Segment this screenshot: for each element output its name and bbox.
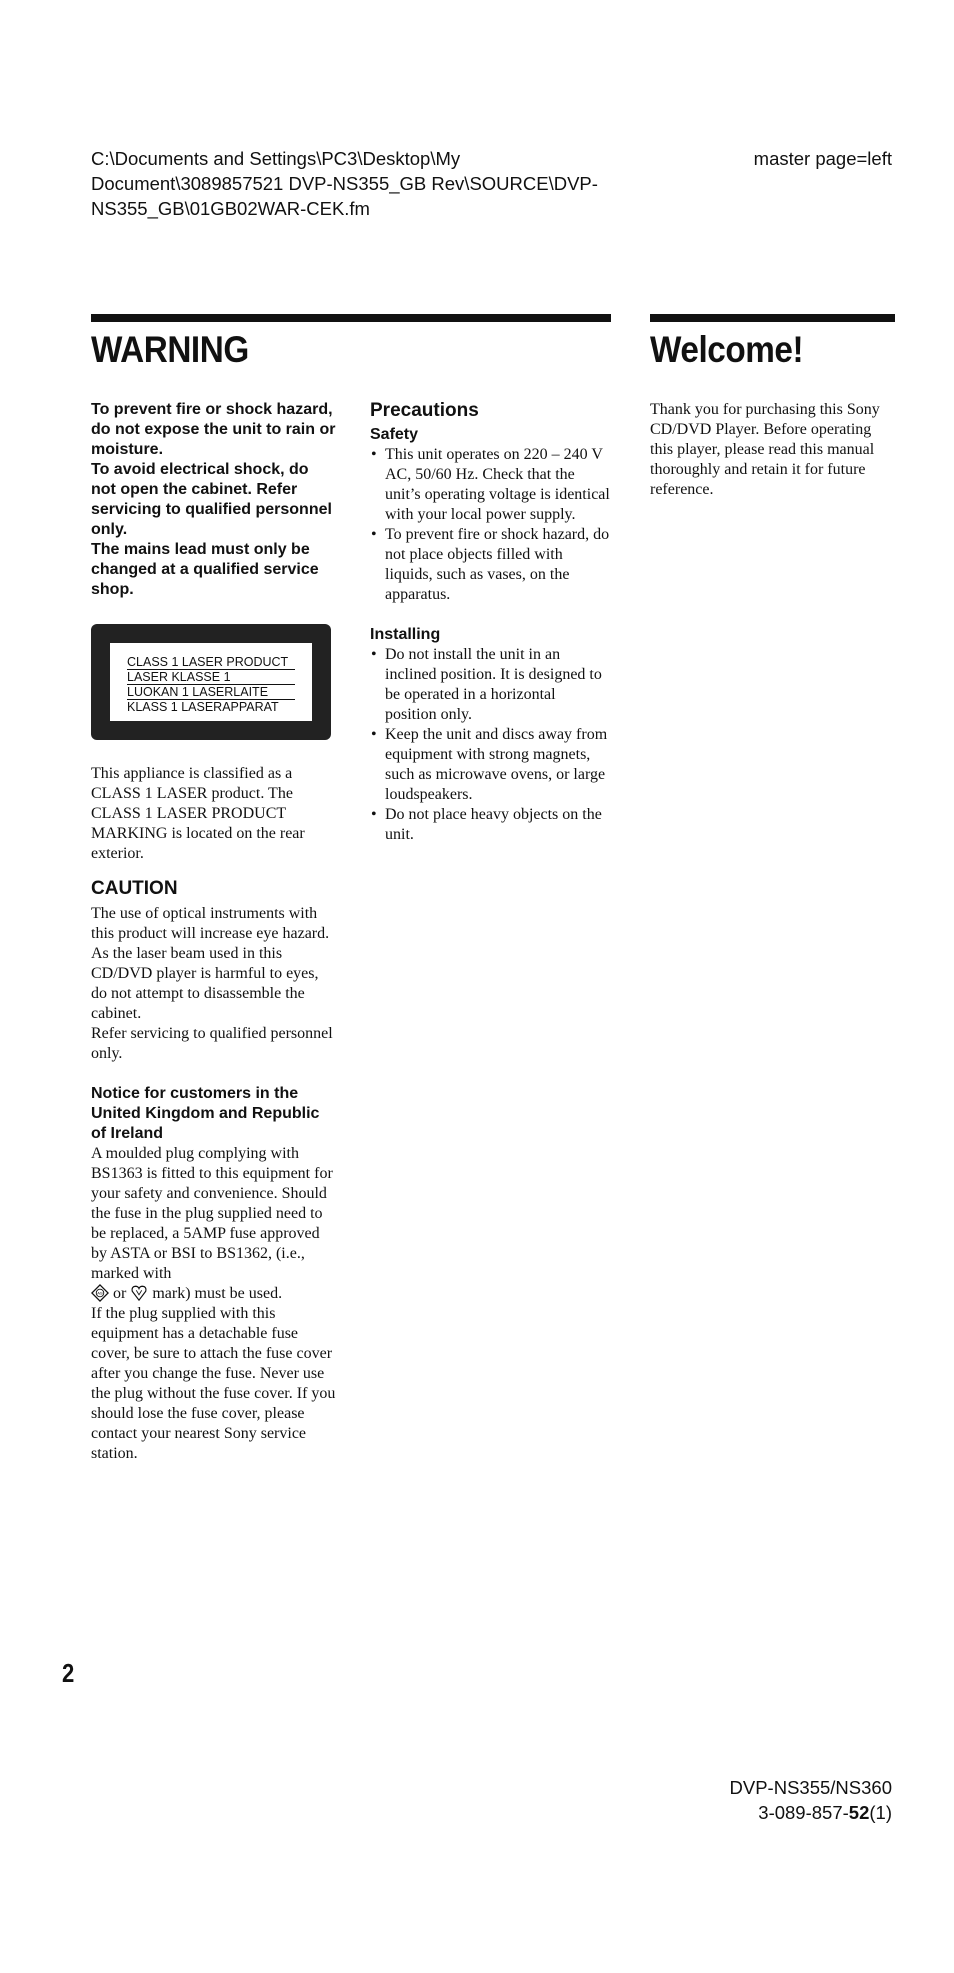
caution-refer-text: Refer servicing to qualified personnel only.	[91, 1025, 333, 1062]
laser-product-label	[91, 624, 331, 740]
bsi-kitemark-icon	[130, 1284, 148, 1302]
part-number-prefix: 3-089-857-	[758, 1802, 849, 1823]
list-item: • To prevent fire or shock hazard, do not place objects filled with liquids, such as vases, on the apparatus.	[370, 525, 610, 605]
laser-label-panel	[110, 643, 312, 721]
part-number-suffix: (1)	[869, 1802, 892, 1823]
caution-heading: CAUTION	[91, 878, 178, 899]
list-item: • This unit operates on 220 – 240 V AC, 50/60 Hz. Check that the unit’s operating voltage is identical with your local power supply.	[370, 445, 610, 525]
part-number	[730, 1800, 892, 1825]
list-item: • Do not place heavy objects on the unit.	[370, 805, 610, 845]
notice-or: or	[113, 1285, 127, 1302]
precautions-heading: Precautions	[370, 400, 479, 421]
safety-heading: Safety	[370, 426, 419, 443]
notice-text-part: If the plug supplied with this equipment has a detachable fuse cover, be sure to attach the fuse cover after you change the fuse. Never use the plug without the fuse cover. If you should lose the fuse cover, please contact your nearest Sony service station.	[91, 1305, 336, 1462]
warning-line: The mains lead must only be changed at a qualified service shop.	[91, 541, 319, 598]
warning-column	[91, 400, 336, 1464]
warning-heading: WARNING	[91, 329, 249, 370]
welcome-text: Thank you for purchasing this Sony CD/DVD Player. Before operating this player, please read this manual thoroughly and retain it for future reference.	[650, 401, 880, 498]
warning-line: To avoid electrical shock, do not open the cabinet. Refer servicing to qualified personnel only.	[91, 461, 332, 538]
master-page-label: master page=left	[753, 148, 892, 169]
laser-label-line: LUOKAN 1 LASERLAITE	[127, 685, 295, 700]
asta-mark-icon	[91, 1284, 109, 1302]
welcome-column	[650, 400, 895, 500]
welcome-rule	[650, 314, 895, 322]
notice-text	[91, 1144, 336, 1464]
part-number-bold: 52	[848, 1802, 870, 1823]
laser-label-line: CLASS 1 LASER PRODUCT	[127, 655, 295, 670]
safety-list	[370, 445, 610, 605]
warning-bold-text	[91, 400, 336, 600]
precautions-column	[370, 400, 610, 845]
laser-label-line: LASER KLASSE 1	[127, 670, 295, 685]
caution-text: The use of optical instruments with this product will increase eye hazard. As the laser beam used in this CD/DVD player is harmful to eyes, do not attempt to disassemble the cabinet.	[91, 905, 330, 1022]
installing-list	[370, 645, 610, 845]
list-item: • Do not install the unit in an inclined position. It is designed to be operated in a horizontal position only.	[370, 645, 610, 725]
laser-class-text: This appliance is classified as a CLASS 1 LASER product. The CLASS 1 LASER PRODUCT MARKING is located on the rear exterior.	[91, 765, 305, 862]
notice-heading: Notice for customers in the United Kingdom and Republic of Ireland	[91, 1085, 320, 1142]
notice-text-part: A moulded plug complying with BS1363 is fitted to this equipment for your safety and convenience. Should the fuse in the plug supplied need to be replaced, a 5AMP fuse approved by ASTA or BSI to BS1362, (i.e., marked with	[91, 1145, 333, 1282]
list-item: • Keep the unit and discs away from equipment with strong magnets, such as microwave ovens, or large loudspeakers.	[370, 725, 610, 805]
warning-rule	[91, 314, 611, 322]
notice-text-part: mark) must be used.	[152, 1285, 283, 1302]
svg-text:AS: AS	[97, 1290, 103, 1296]
welcome-heading: Welcome!	[650, 329, 804, 370]
file-path: C:\Documents and Settings\PC3\Desktop\My Document\3089857521 DVP-NS355_GB Rev\SOURCE\DVP-NS355_GB\01GB02WAR-CEK.fm	[91, 148, 598, 219]
laser-label-line: KLASS 1 LASERAPPARAT	[127, 700, 279, 714]
installing-heading: Installing	[370, 626, 441, 643]
warning-line: To prevent fire or shock hazard, do not expose the unit to rain or moisture.	[91, 401, 336, 458]
footer-model-info	[730, 1775, 892, 1825]
page-number: 2	[62, 1658, 75, 1688]
model-number: DVP-NS355/NS360	[729, 1777, 892, 1798]
